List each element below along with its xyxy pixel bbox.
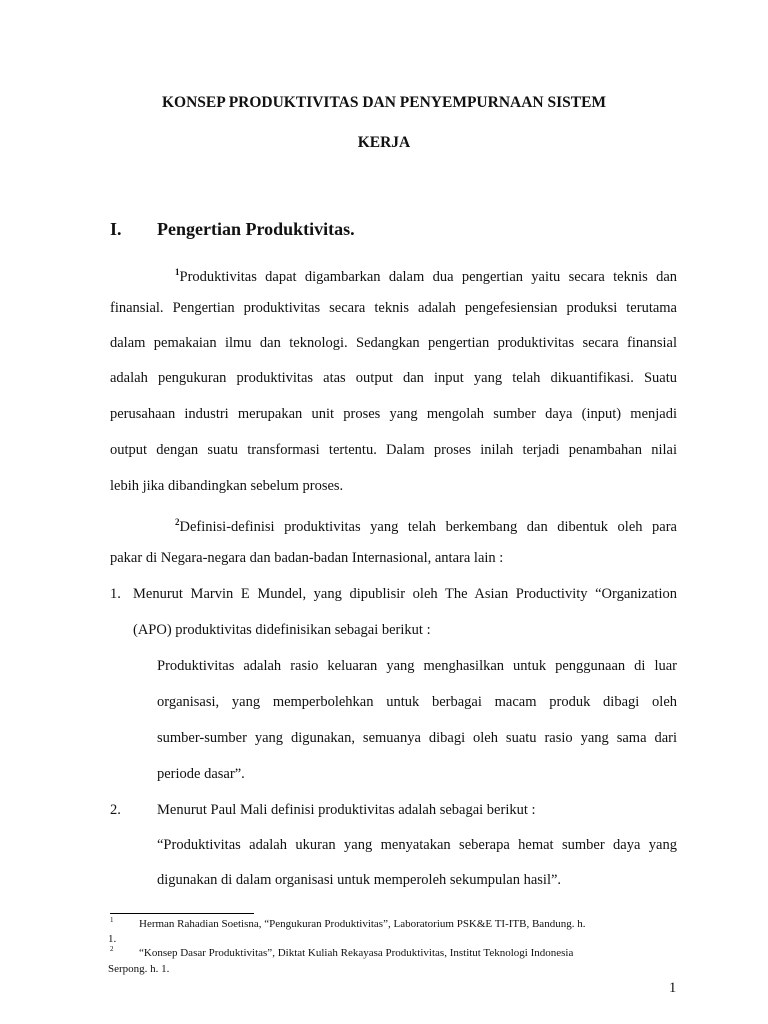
paragraph-line [110, 405, 677, 423]
line-text: perusahaan industri merupakan unit proses yang mengolah sumber daya (input) menjadi [110, 406, 677, 422]
footnote-text: Herman Rahadian Soetisna, “Pengukuran Produktivitas”, Laboratorium PSK&E TI-ITB, Bandung. h. [139, 918, 586, 930]
paragraph-line [110, 549, 503, 567]
line-text: finansial. Pengertian produktivitas secara teknis adalah pengefesiensian produksi terutama [110, 300, 677, 316]
line-text: (APO) produktivitas didefinisikan sebagai berikut : [133, 622, 431, 638]
quote-line [157, 871, 561, 889]
footnote-number: 1 [110, 916, 114, 924]
list-item-line [133, 585, 677, 603]
list-number [110, 585, 121, 603]
line-text: digunakan di dalam organisasi untuk memperoleh sekumpulan hasil”. [157, 872, 562, 888]
paragraph-line [110, 334, 677, 352]
page-number: 1 [669, 980, 677, 996]
line-text: Menurut Paul Mali definisi produktivitas adalah sebagai berikut : [157, 802, 536, 818]
quote-line [157, 765, 245, 783]
line-text: sumber-sumber yang digunakan, semuanya dibagi oleh suatu rasio yang sama dari [157, 730, 677, 746]
line-text: organisasi, yang memperbolehkan untuk berbagai macam produk dibagi oleh [157, 694, 677, 710]
footnote-separator [110, 913, 254, 914]
line-text: Menurut Marvin E Mundel, yang dipublisir oleh The Asian Productivity “Organization [133, 586, 677, 602]
line-text: dalam pemakaian ilmu dan teknologi. Sedangkan pengertian produktivitas secara finansial [110, 335, 677, 351]
line-text: adalah pengukuran produktivitas atas output dan input yang telah dikuantifikasi. Suatu [110, 370, 677, 386]
list-number [110, 801, 121, 819]
quote-line [157, 657, 677, 675]
line-text: lebih jika dibandingkan sebelum proses. [110, 478, 344, 494]
line-text: “Produktivitas adalah ukuran yang menyatakan seberapa hemat sumber daya yang [157, 837, 677, 853]
paragraph-line [110, 299, 677, 317]
document-title-line-2: KERJA [357, 134, 411, 151]
list-item-line [133, 621, 431, 639]
paragraph-line [175, 263, 677, 286]
quote-line [157, 836, 677, 854]
footnote-ref: 2 [175, 517, 180, 527]
paragraph-line [110, 477, 343, 495]
footnote-text: 1. [108, 933, 117, 945]
line-text: Definisi-definisi produktivitas yang telah berkembang dan dibentuk oleh para [179, 518, 677, 535]
line-text: output dengan suatu transformasi tertentu. Dalam proses inilah terjadi penambahan nilai [110, 442, 677, 458]
quote-line [157, 729, 677, 747]
quote-line [157, 693, 677, 711]
line-text: Produktivitas dapat digambarkan dalam dua pengertian yaitu secara teknis dan [179, 268, 677, 285]
footnote-ref: 1 [175, 267, 180, 277]
footnote-text: “Konsep Dasar Produktivitas”, Diktat Kuliah Rekayasa Produktivitas, Institut Teknologi Indonesia [139, 947, 574, 959]
footnote-text: Serpong. h. 1. [108, 963, 170, 975]
paragraph-line [175, 513, 677, 536]
list-item-line [157, 801, 536, 819]
line-text: periode dasar”. [157, 766, 245, 782]
line-text: pakar di Negara-negara dan badan-badan Internasional, antara lain : [110, 550, 504, 566]
line-text: Produktivitas adalah rasio keluaran yang menghasilkan untuk penggunaan di luar [157, 658, 677, 674]
paragraph-line [110, 441, 677, 459]
footnote-number: 2 [110, 945, 114, 953]
line-text: 2. [110, 802, 121, 818]
document-title-line-1: KONSEP PRODUKTIVITAS DAN PENYEMPURNAAN SISTEM [161, 94, 607, 111]
paragraph-line [110, 369, 677, 387]
line-text: 1. [110, 586, 121, 602]
section-number: I. [110, 219, 122, 239]
section-title: Pengertian Produktivitas. [157, 219, 355, 239]
